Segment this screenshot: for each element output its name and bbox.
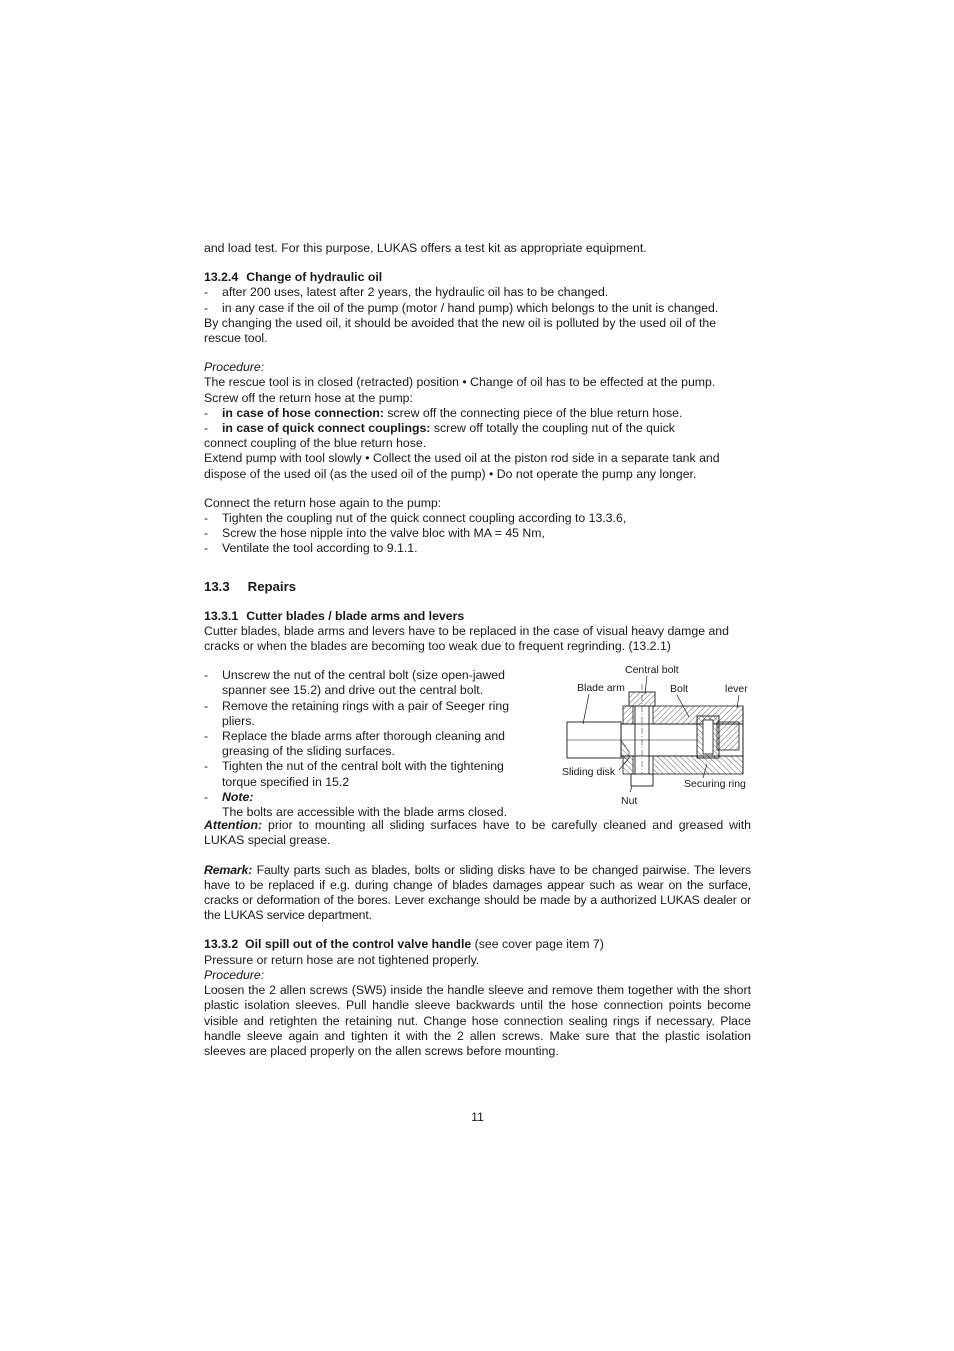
attention-paragraph: Attention: prior to mounting all sliding surfaces have to be carefully cleaned and greased with LUKAS special grease. xyxy=(204,818,751,848)
label-central-bolt: Central bolt xyxy=(625,664,679,677)
procedure-label: Procedure: xyxy=(204,967,265,982)
list-item: - Unscrew the nut of the central bolt (size open-jawed spanner see 15.2) and drive out the central bolt. xyxy=(204,668,505,698)
list-item: - Replace the blade arms after thorough cleaning and greasing of the sliding surfaces. xyxy=(204,729,506,759)
paragraph: Pressure or return hose are not tightened properly. xyxy=(204,952,480,967)
list-item: - Screw the hose nipple into the valve bloc with MA = 45 Nm, xyxy=(204,526,545,541)
section-title: Change of hydraulic oil xyxy=(246,270,383,285)
list-item: - after 200 uses, latest after 2 years, the hydraulic oil has to be changed. xyxy=(204,285,609,300)
paragraph: Connect the return hose again to the pump: xyxy=(204,495,442,510)
label-blade-arm: Blade arm xyxy=(577,682,625,695)
label-lever: lever xyxy=(725,683,748,696)
section-13-3-heading xyxy=(204,579,751,595)
paragraph: Extend pump with tool slowly • Collect the used oil at the piston rod side in a separate tank and dispose of the used oil (as the used oil of the pump) • Do not operate the pump any longer. xyxy=(204,451,720,481)
remark-label: Remark: xyxy=(204,862,253,877)
section-number: 13.3 xyxy=(204,578,230,594)
section-number: 13.2.4 xyxy=(204,270,239,285)
section-13-3-2-heading xyxy=(204,937,751,952)
section-13-3-1-heading xyxy=(204,609,751,624)
list-item: - Remove the retaining rings with a pair of Seeger ring pliers. xyxy=(204,698,510,728)
paragraph: By changing the used oil, it should be avoided that the new oil is polluted by the used oil of the rescue tool. xyxy=(204,315,717,346)
section-title: Repairs xyxy=(247,578,297,594)
procedure-label: Procedure: xyxy=(204,360,265,375)
label-bolt: Bolt xyxy=(670,683,689,696)
paragraph: connect coupling of the blue return hose. xyxy=(204,436,427,451)
attention-label: Attention: xyxy=(204,818,263,833)
list-item: - Tighten the nut of the central bolt with the tightening torque specified in 15.2 xyxy=(204,759,504,789)
remark-paragraph: Remark: Faulty parts such as blades, bolts or sliding disks have to be changed pairwise. The levers have to be replaced if e.g. during change of blades damages appear such as wear on the surface, cracks or deformation of the bores. Lever exchange should be made by a authorized LUKAS dealer or the LUKAS service department. xyxy=(204,862,751,923)
section-title: Cutter blades / blade arms and levers xyxy=(246,608,465,623)
list-item: - Tighten the coupling nut of the quick connect coupling according to 13.3.6, xyxy=(204,511,627,526)
list-item: - in any case if the oil of the pump (motor / hand pump) which belongs to the unit is changed. xyxy=(204,300,719,315)
label-securing-ring: Securing ring xyxy=(684,778,746,791)
note-item: - Note: xyxy=(204,790,526,805)
instructions-with-figure xyxy=(204,664,751,820)
section-13-2-4-heading xyxy=(204,270,751,285)
page-number: 11 xyxy=(471,1110,484,1124)
intro-line: and load test. For this purpose, LUKAS offers a test kit as appropriate equipment. xyxy=(204,241,647,255)
paragraph: The rescue tool is in closed (retracted) position • Change of oil has to be effected at the pump. Screw off the return hose at the pump: xyxy=(204,375,716,405)
list-item: - Ventilate the tool according to 9.1.1. xyxy=(204,541,418,556)
blade-arm-assembly-drawing xyxy=(557,662,757,810)
section-title: Oil spill out of the control valve handle xyxy=(245,937,472,952)
note-text: The bolts are accessible with the blade arms closed. xyxy=(222,805,508,820)
document-page xyxy=(204,241,751,1124)
section-number: 13.3.2 xyxy=(204,937,239,952)
paragraph: Cutter blades, blade arms and levers have to be replaced in the case of visual heavy damge and cracks or when the blades are becoming too weak due to frequent regrinding. (13.2.1) xyxy=(204,623,729,654)
list-item: - in case of quick connect couplings: screw off totally the coupling nut of the quick xyxy=(204,421,675,436)
label-nut: Nut xyxy=(621,795,638,808)
label-sliding-disk: Sliding disk xyxy=(562,766,616,779)
section-number: 13.3.1 xyxy=(204,608,239,623)
paragraph: Loosen the 2 allen screws (SW5) inside the handle sleeve and remove them together with the short plastic isolation sleeves. Pull handle sleeve backwards until the hose connection points become visible and retighten the retaining nut. Change hose connection sealing rings if necessary. Place handle sleeve again and tighten it with the 2 allen screws. Make sure that the plastic isolation sleeves are placed properly on the allen screws before mounting. xyxy=(204,983,751,1058)
note-label: Note: xyxy=(222,789,254,804)
section-title-suffix: (see cover page item 7) xyxy=(471,937,604,952)
list-item: - in case of hose connection: screw off the connecting piece of the blue return hose. xyxy=(204,405,683,420)
